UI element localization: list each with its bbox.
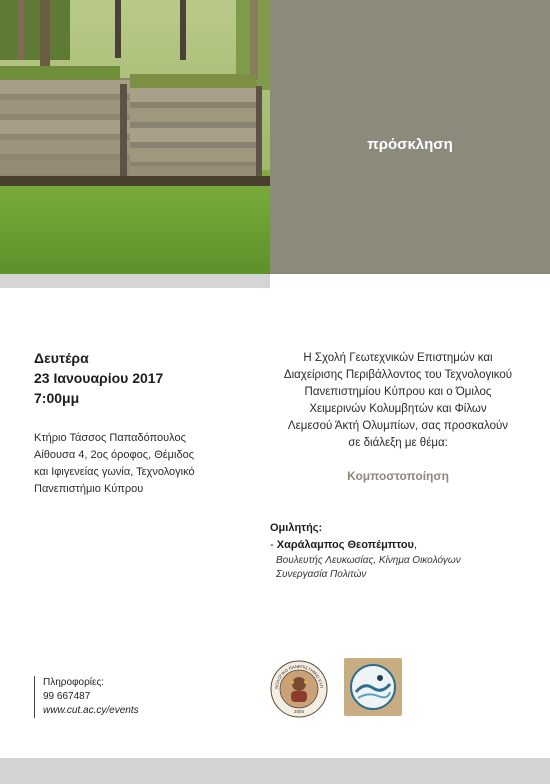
- speaker-role: [276, 554, 516, 582]
- speaker-line: [270, 539, 417, 551]
- speaker-heading: Ομιλητής:: [270, 522, 323, 534]
- intro-line: Διαχείρισης Περιβάλλοντος του Τεχνολογικού: [283, 369, 513, 381]
- event-time: 7:00μμ: [34, 390, 80, 406]
- photo-caption-strip: [0, 274, 270, 288]
- info-phone: 99 667487: [43, 691, 91, 702]
- invitation-intro: [264, 350, 532, 452]
- title-panel: [270, 0, 550, 274]
- info-label: Πληροφορίες:: [43, 677, 105, 688]
- speaker-role-line: Συνεργασία Πολιτών: [276, 569, 367, 580]
- venue-line: Αίθουσα 4, 2ος όροφος, Θέμιδος: [34, 449, 194, 461]
- speaker-role-line: Βουλευτής Λευκωσίας, Κίνημα Οικολόγων: [276, 555, 461, 566]
- intro-line: Η Σχολή Γεωτεχνικών Επιστημών και: [303, 352, 493, 364]
- footer-bar: [0, 758, 550, 784]
- lecture-topic: Κομποστοποίηση: [347, 469, 449, 483]
- speaker-name: Χαράλαμπος Θεοπέμπτου: [276, 539, 414, 551]
- university-seal-icon: [270, 660, 328, 718]
- info-url[interactable]: www.cut.ac.cy/events: [43, 705, 139, 716]
- university-seal-year: 2004: [293, 709, 305, 714]
- speaker-dash: -: [270, 539, 274, 551]
- university-seal-text: ΝΟΛΟΓΙΚΟ ΠΑΝΕΠΙΣΤΗΜΙΟ ΚΥΠ: [273, 663, 325, 689]
- event-date-block: [34, 348, 234, 408]
- venue-line: Πανεπιστήμιο Κύπρου: [34, 483, 144, 495]
- venue-line: και Ιφιγενείας γωνία, Τεχνολογικό: [34, 466, 195, 478]
- venue-block: [34, 430, 234, 498]
- intro-line: Χειμερινών Κολυμβητών και Φίλων: [309, 403, 487, 415]
- intro-line: σε διάλεξη με θέμα:: [348, 437, 448, 449]
- event-day: Δευτέρα: [34, 350, 89, 366]
- intro-line: Λεμεσού Άκτή Ολυμπίων, σας προσκαλούν: [287, 420, 509, 432]
- venue-line: Κτήριο Τάσσος Παπαδόπουλος: [34, 432, 186, 444]
- compost-bins-photo: [0, 0, 270, 274]
- event-date: 23 Ιανουαρίου 2017: [34, 370, 164, 386]
- swimmers-club-logo-icon: [344, 658, 402, 716]
- speaker-name-suffix: ,: [413, 539, 418, 551]
- contact-info: [34, 676, 139, 718]
- invitation-title: πρόσκληση: [367, 136, 453, 153]
- intro-line: Πανεπιστημίου Κύπρου και ο Όμιλος: [304, 386, 492, 398]
- garden-photo-illustration: [0, 0, 270, 274]
